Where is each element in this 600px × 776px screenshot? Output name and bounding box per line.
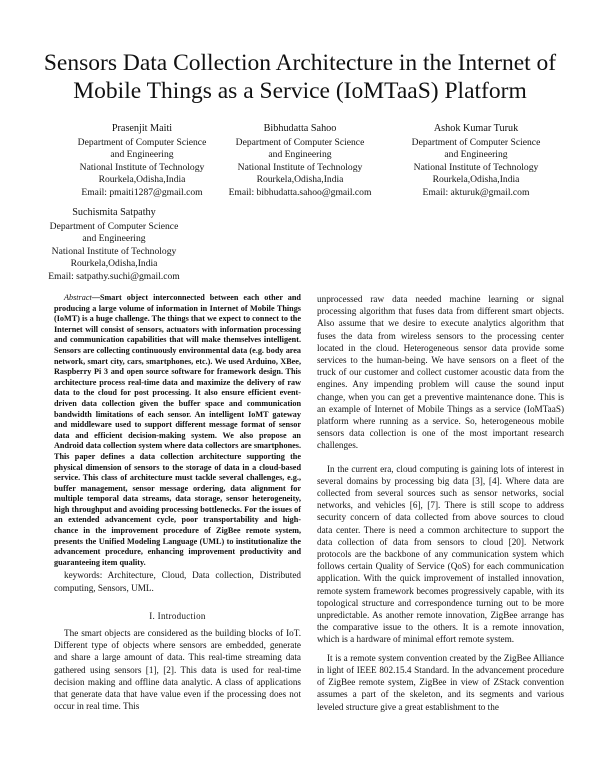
author-department: and Engineering bbox=[444, 149, 508, 161]
author-department: and Engineering bbox=[268, 149, 332, 161]
author-email: Email: akturuk@gmail.com bbox=[422, 186, 530, 198]
left-column bbox=[54, 293, 301, 712]
body-paragraph: The smart objects are considered as the building blocks of IoT. Different type of objects where sensors are embedded, generate and share a large amount of data. This real-time streaming data gathered using sensors [1], [2]. This data is used for real-time decision making and offline data analytic. A class of applications that generate data that have value even if the processing does not occur in real time. This bbox=[54, 628, 301, 712]
keywords: keywords: Architecture, Cloud, Data collection, Distributed computing, Sensors, UML. bbox=[54, 570, 301, 593]
author-department: Department of Computer Science bbox=[235, 136, 365, 148]
author-department: and Engineering bbox=[110, 149, 174, 161]
author-institute: National Institute of Technology bbox=[237, 161, 363, 173]
abstract-text: —Smart object interconnected between each other and producing a large volume of information in Internet of Mobile Things (IoMT) is a huge challenge. The things that we expect to connect to the Internet will consist of sensors, actuators with information processing and communication capabilities that will make themselves intelligent. Sensors are collecting continuously environmental data (e.g. body area network, smart city, cars, smartphones, etc.). We used Arduino, XBee, Raspberry Pi 3 and open source software for framework design. This architecture process real-time data and maximize the delivery of raw data to the cloud for post processing. It also ensure efficient event-driven data collection given the buffer space and communication bandwidth limitations of each sensor. An intelligent IoMT gateway and middleware used to support different message format of sensor data and efficient decision-making system. We also propose an Android data collection system where data collectors are smartphones. This paper defines a data collection architecture supporting the physical dimension of sensors to the storage of data in a cloud-based service. This class of architecture must tackle several challenges, e.g., buffer management, sensor message ordering, data alignment for multiple temporal data streams, data storage, sensor heterogeneity, high throughput and avoiding processing bottlenecks. For the issues of an extended advancement cycle, poor transportability and high-chance in the improvement procedure of ZigBee remote system, presents the Unified Modeling Language (UML) to institutionalize the advancement procedure, enhancing improvement productivity and guaranteeing item quality. bbox=[54, 293, 301, 567]
author-name: Suchismita Satpathy bbox=[72, 207, 156, 218]
body-paragraph: unprocessed raw data needed machine learning or signal processing algorithm that fuses data from different smart objects. Also assume that we desire to execute analytics algorithm that fuses the data from wireless sensors to the processing center located in the cloud. Heterogeneous sensor data provide some services to the human-being. We have sensors on a fleet of the truck of our customer and collect customer acoustic data from the engines. Any impending problem will cause the sound input change, when you can get a preventive maintenance done. This is an example of Internet of Mobile Things as a service (IoMTaaS) platform where running as a service. So, heterogeneous mobile sensors data collection is one of the most important research challenges. bbox=[317, 294, 564, 451]
body-paragraph: In the current era, cloud computing is gaining lots of interest in several domains by processing big data [3], [4]. Where data are collected from several sources such as sensor networks, social networks, and vehicles [6], [7]. There is still scope to address security concern of data collected from above sources to cloud data center. There is need a common architecture to support the data collection of data from sensors to cloud [20]. Network protocols are the backbone of any communication system which follows certain Quality of Service (QoS) for each communication application. With the quick improvement of installed innovation, remote system framework becomes progressively capable, with its topological structure and correspondence turning out to be more unpredictable. As another remote innovation, ZigBee arrange has the comparative issue to the others. It is a remote innovation, which is a hardware of minimal effort remote system. bbox=[317, 463, 564, 645]
body-paragraph: It is a remote system convention created by the ZigBee Alliance in light of IEEE 802.15.4 Standard. In the advancement procedure of ZigBee remote system, ZigBee in view of ZStack convention assumes a part of the skeleton, and its segments and various leveled structure give a great establishment to the bbox=[317, 652, 564, 712]
author-email: Email: satpathy.suchi@gmail.com bbox=[48, 270, 180, 282]
section-heading: I. Introduction bbox=[149, 610, 206, 621]
author-department: and Engineering bbox=[82, 233, 146, 245]
paper-title: Sensors Data Collection Architecture in the Internet of Mobile Things as a Service (IoMTaaS) Platform bbox=[43, 50, 557, 104]
author-email: Email: bibhudatta.sahoo@gmail.com bbox=[228, 186, 372, 198]
author-department: Department of Computer Science bbox=[411, 136, 541, 148]
author-block bbox=[26, 207, 202, 284]
author-email: Email: pmaiti1287@gmail.com bbox=[81, 186, 203, 198]
author-department: Department of Computer Science bbox=[49, 220, 179, 232]
author-institute: National Institute of Technology bbox=[413, 161, 539, 173]
author-name: Prasenjit Maiti bbox=[111, 123, 173, 134]
author-department: Department of Computer Science bbox=[77, 136, 207, 148]
author-name: Ashok Kumar Turuk bbox=[433, 123, 519, 134]
abstract-label: Abstract bbox=[64, 293, 92, 302]
author-location: Rourkela,Odisha,India bbox=[256, 174, 344, 186]
author-block bbox=[54, 123, 230, 200]
author-institute: National Institute of Technology bbox=[79, 161, 205, 173]
author-block bbox=[212, 123, 388, 200]
author-block bbox=[388, 123, 564, 200]
right-column bbox=[317, 293, 564, 713]
abstract bbox=[54, 293, 301, 568]
author-name: Bibhudatta Sahoo bbox=[263, 123, 337, 134]
author-institute: National Institute of Technology bbox=[51, 245, 177, 257]
author-location: Rourkela,Odisha,India bbox=[98, 174, 186, 186]
author-location: Rourkela,Odisha,India bbox=[432, 174, 520, 186]
author-location: Rourkela,Odisha,India bbox=[70, 258, 158, 270]
